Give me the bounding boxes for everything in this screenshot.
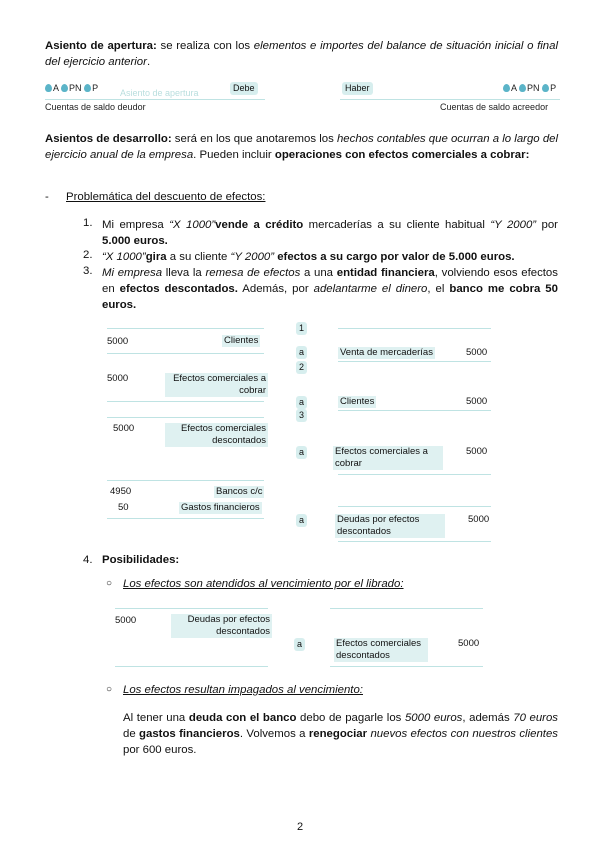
a-marker: a [296,514,307,527]
drop-icon [84,84,91,92]
a-marker: a [294,638,305,651]
bullet-icon: ○ [106,578,113,589]
debit-amount: 5000 [107,373,129,384]
item-number: 4. [83,554,93,566]
a-marker: a [296,346,307,359]
entry-rule [107,401,264,402]
debit-amount: 5000 [113,423,135,434]
debit-account: Efectos comerciales a cobrar [165,373,268,397]
credit-amount: 5000 [466,396,488,407]
apertura-label: Asiento de apertura: [45,40,157,52]
left-tags: A PN P [45,83,98,93]
credit-account: Deudas por efectos descontados [335,514,445,538]
credit-amount: 5000 [466,347,488,358]
posibilidades-title: Posibilidades: [102,554,180,566]
section-dash: - [45,191,49,203]
haber-label: Haber [342,82,373,95]
entry-rule [107,417,264,418]
apertura-paragraph: Asiento de apertura: se realiza con los elementos e importes del balance de situación inicial o final del ejercicio anterior. [45,40,559,68]
a-marker: a [296,446,307,459]
right-caption: Cuentas de saldo acreedor [440,102,549,112]
faded-title: Asiento de apertura [120,88,199,98]
section-title: Problemática del descuento de efectos: [66,191,266,203]
entry-rule [330,608,483,609]
entry-rule [107,353,264,354]
debit-amount: 4950 [110,486,132,497]
credit-account: Efectos comerciales descontados [334,638,428,662]
drop-icon [542,84,549,92]
entry-rule [107,518,264,519]
entry-rule [338,474,491,475]
entry-rule [338,361,491,362]
right-tags: A PN P [503,83,556,93]
credit-amount: 5000 [468,514,490,525]
entry-rule [107,480,264,481]
entry-rule [338,506,491,507]
item-number: 2. [83,249,93,261]
page-number: 2 [296,821,304,833]
debit-account: Clientes [224,335,259,346]
drop-icon [61,84,68,92]
debit-account: Gastos financieros [181,502,260,513]
credit-account: Venta de mercaderías [340,347,433,358]
debe-label: Debe [230,82,258,95]
entry-rule [115,608,268,609]
ledger-rule-left [45,99,265,100]
entry-rule [107,328,264,329]
desarrollo-label: Asientos de desarrollo: [45,133,172,145]
entry-number: 1 [296,322,307,335]
debit-amount: 5000 [115,615,137,626]
item-2: “X 1000”gira a su cliente “Y 2000” efectos a su cargo por valor de 5.000 euros. [102,251,515,263]
drop-icon [45,84,52,92]
entry-rule [330,666,483,667]
item-1: Mi empresa “X 1000”vende a crédito mercaderías a su cliente habitual “Y 2000” por 5.000 euros. [102,219,558,247]
debit-account: Efectos comerciales descontados [165,423,268,447]
item-number: 3. [83,265,93,277]
entry-number: 2 [296,361,307,374]
desarrollo-paragraph: Asientos de desarrollo: será en los que anotaremos los hechos contables que ocurran a lo largo del ejercicio anual de la empresa. Pueden incluir operaciones con efectos comerciales a cobrar: [45,133,559,161]
credit-account: Clientes [340,396,375,407]
impagados-paragraph: Al tener una deuda con el banco debo de pagarle los 5000 euros, además 70 euros de gastos financieros. Volvemos a renegociar nuevos efectos con nuestros clientes por 600 euros. [123,712,558,756]
bullet-icon: ○ [106,684,113,695]
debit-amount: 50 [118,502,129,513]
a-marker: a [296,396,307,409]
drop-icon [519,84,526,92]
item-number: 1. [83,217,93,229]
debit-account: Bancos c/c [216,486,263,497]
credit-amount: 5000 [458,638,480,649]
item-3: Mi empresa lleva la remesa de efectos a una entidad financiera, volviendo esos efectos en efectos descontados. Además, por adelantarme el dinero, el banco me cobra 50 euros. [102,267,558,311]
debit-amount: 5000 [107,336,129,347]
ledger-rule-right [340,99,560,100]
entry-rule [338,328,491,329]
option-2: Los efectos resultan impagados al vencimiento: [123,684,363,696]
credit-amount: 5000 [466,446,488,457]
credit-account: Efectos comerciales a cobrar [333,446,443,470]
entry-rule [338,541,491,542]
entry-number: 3 [296,409,307,422]
entry-rule [338,410,491,411]
option-1: Los efectos son atendidos al vencimiento por el librado: [123,578,404,590]
left-caption: Cuentas de saldo deudor [45,102,146,112]
entry-rule [115,666,268,667]
debit-account: Deudas por efectos descontados [171,614,272,638]
drop-icon [503,84,510,92]
